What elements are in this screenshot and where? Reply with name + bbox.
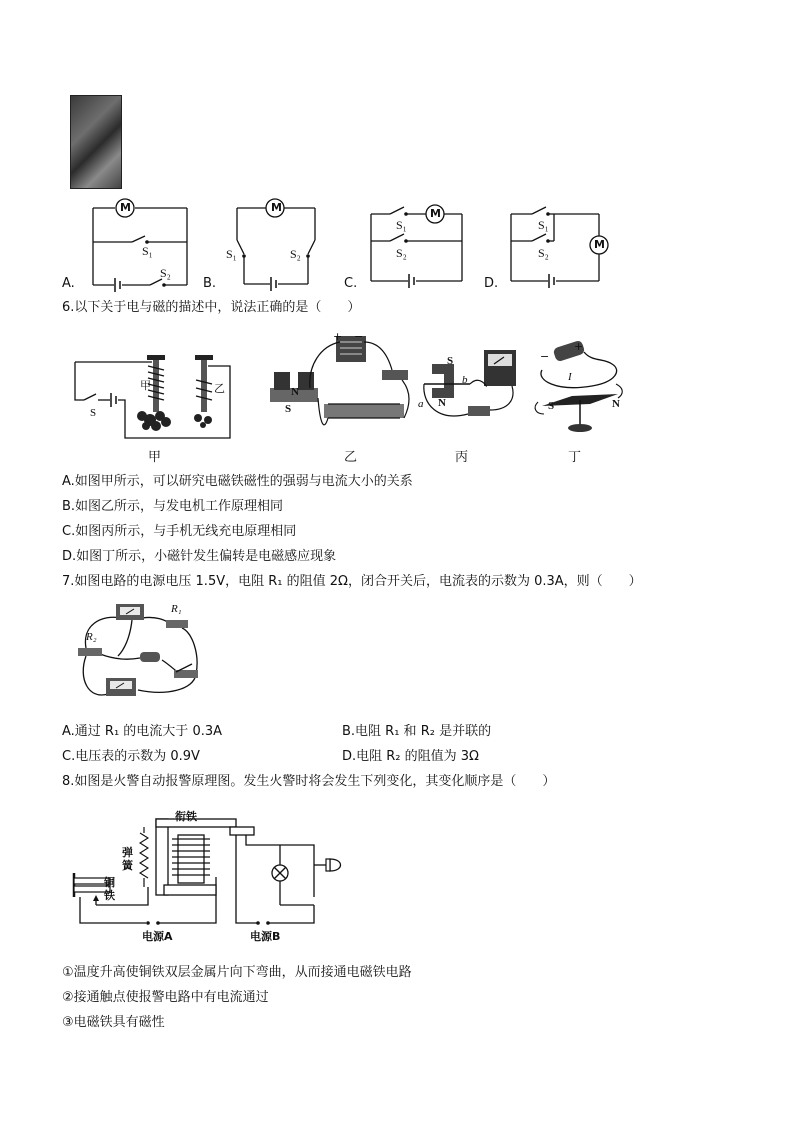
option-label-b: B. — [203, 276, 217, 291]
figure-jia-switch-label: S — [90, 407, 97, 419]
figure-yi-s-label: S — [285, 403, 292, 415]
figure-yi-n-label: N — [291, 386, 299, 398]
question-7-option-c: C.电压表的示数为 0.9V — [62, 749, 200, 764]
figure-q8-armature-label: 衔铁 — [175, 810, 197, 823]
figure-caption-ding: 丁 — [568, 450, 582, 465]
figure-ding-minus-label: − — [540, 350, 550, 363]
figure-bing-a-label: a — [418, 398, 424, 410]
switch-label-s2-b: S₂ — [290, 247, 301, 261]
question-6-option-a: A.如图甲所示，可以研究电磁铁磁性的强弱与电流大小的关系 — [62, 474, 413, 489]
switch-label-s1-c: S₁ — [396, 218, 407, 232]
figure-q8-bimetal-label: 铜铁 — [104, 876, 115, 902]
circuit-diagram-d — [508, 198, 608, 290]
question-7-option-d: D.电阻 R₂ 的阻值为 3Ω — [342, 749, 479, 764]
question-8-item-3: ③电磁铁具有磁性 — [62, 1015, 165, 1030]
circuit-diagram-a — [90, 198, 190, 290]
question-7-option-a: A.通过 R₁ 的电流大于 0.3A — [62, 724, 223, 739]
figure-ding-current-label: I — [568, 371, 572, 383]
figure-yi-plus-label: + — [333, 330, 343, 343]
figure-q7-r2-label: R₂ — [86, 631, 97, 643]
figure-bing-generator-setup — [418, 344, 520, 436]
option-label-c: C. — [344, 276, 358, 291]
circuit-diagram-c — [368, 198, 468, 290]
figure-q8-source-b-label: 电源B — [250, 930, 281, 943]
figure-ding-plus-label: + — [574, 340, 584, 353]
figure-bing-s-label: S — [447, 355, 454, 367]
figure-bing-b-label: b — [462, 374, 468, 386]
figure-caption-yi: 乙 — [344, 450, 358, 465]
circuit-diagram-b — [232, 198, 332, 290]
question-6-option-b: B.如图乙所示，与发电机工作原理相同 — [62, 499, 284, 514]
motor-label-a: M — [120, 201, 131, 214]
figure-q7-r1-label: R₁ — [171, 603, 182, 615]
question-6-option-d: D.如图丁所示，小磁针发生偏转是电磁感应现象 — [62, 549, 337, 564]
question-8-stem: 8.如图是火警自动报警原理图。发生火警时将会发生下列变化，其变化顺序是（ ） — [62, 774, 556, 789]
question-photo — [70, 95, 122, 189]
option-label-d: D. — [484, 276, 499, 291]
figure-ding-n-label: N — [612, 398, 620, 410]
question-6-stem: 6.以下关于电与磁的描述中，说法正确的是（ ） — [62, 300, 361, 315]
switch-label-s1-d: S₁ — [538, 218, 549, 232]
switch-label-s2-d: S₂ — [538, 246, 549, 260]
question-8-item-1: ①温度升高使铜铁双层金属片向下弯曲，从而接通电磁铁电路 — [62, 965, 412, 980]
figure-caption-bing: 丙 — [455, 450, 469, 465]
figure-jia-electromagnets — [70, 350, 240, 442]
figure-q8-spring-label: 弹簧 — [122, 846, 133, 872]
switch-label-s1-b: S₁ — [226, 247, 237, 261]
figure-jia-coil-label: 甲 — [140, 379, 151, 392]
motor-label-b: M — [271, 201, 282, 214]
figure-yi-motor-setup — [262, 328, 414, 436]
figure-q8-source-a-label: 电源A — [142, 930, 173, 943]
figure-jia-coil2-label: 乙 — [214, 382, 225, 395]
figure-q8-fire-alarm-diagram — [68, 805, 358, 945]
switch-label-s2-a: S₂ — [160, 266, 171, 280]
figure-yi-minus-label: − — [354, 330, 364, 343]
figure-q7-circuit-photo — [70, 598, 210, 714]
question-7-stem: 7.如图电路的电源电压 1.5V，电阻 R₁ 的阻值 2Ω，闭合开关后，电流表的示数为 0.3A，则（ ） — [62, 574, 642, 589]
switch-label-s2-c: S₂ — [396, 246, 407, 260]
question-8-item-2: ②接通触点使报警电路中有电流通过 — [62, 990, 269, 1005]
figure-ding-s-label: S — [548, 400, 555, 412]
switch-label-s1-a: S₁ — [142, 244, 153, 258]
question-7-option-b: B.电阻 R₁ 和 R₂ 是并联的 — [342, 724, 492, 739]
figure-bing-n-label: N — [438, 397, 446, 409]
question-6-option-c: C.如图丙所示，与手机无线充电原理相同 — [62, 524, 297, 539]
motor-label-c: M — [430, 207, 441, 220]
motor-label-d: M — [594, 238, 605, 251]
option-label-a: A. — [62, 276, 75, 291]
figure-caption-jia: 甲 — [148, 450, 162, 465]
